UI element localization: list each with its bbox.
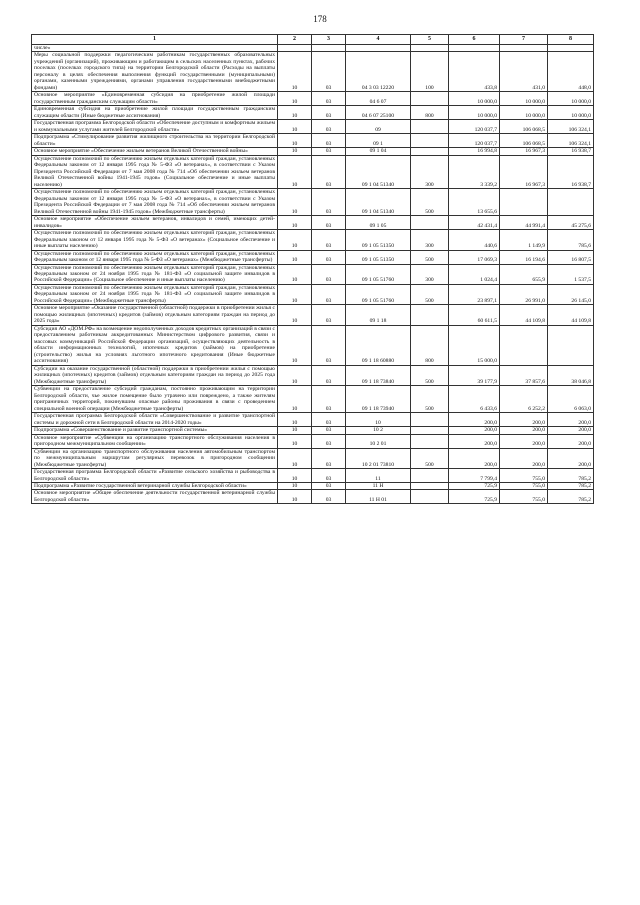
row-amount-year-2: 655,9 bbox=[500, 264, 548, 284]
row-amount-year-1: 725,9 bbox=[449, 483, 500, 490]
row-amount-year-3: 10 000,0 bbox=[548, 106, 594, 120]
row-amount-year-3: 6 063,0 bbox=[548, 386, 594, 413]
row-amount-year-2: 44 991,4 bbox=[500, 216, 548, 230]
row-section: 10 bbox=[278, 413, 312, 427]
row-section bbox=[278, 45, 312, 52]
row-description: Субсидии на оказание государственной (областной) поддержки в приобретении жилья с помощью жилищных (ипотечных) кредитов (займов) отдельным категориям граждан на период до 2025 года (Межбюджетные трансферты) bbox=[32, 365, 278, 385]
row-amount-year-2: 16 194,6 bbox=[500, 250, 548, 264]
row-amount-year-1: 15 000,0 bbox=[449, 325, 500, 365]
row-section: 10 bbox=[278, 434, 312, 448]
row-section: 10 bbox=[278, 250, 312, 264]
row-amount-year-3 bbox=[548, 189, 594, 216]
row-subsection: 03 bbox=[312, 134, 346, 148]
row-amount-year-3: 785,6 bbox=[548, 230, 594, 250]
row-amount-year-3: 200,0 bbox=[548, 427, 594, 434]
row-amount-year-2: 200,0 bbox=[500, 413, 548, 427]
row-amount-year-2: 755,0 bbox=[500, 469, 548, 483]
row-target-article: 09 1 18 60880 bbox=[346, 325, 411, 365]
row-target-article: 04 6 07 bbox=[346, 92, 411, 106]
row-target-article: 09 1 05 51760 bbox=[346, 264, 411, 284]
row-amount-year-3: 1 537,5 bbox=[548, 264, 594, 284]
row-expense-type: 500 bbox=[411, 386, 449, 413]
row-description: Основное мероприятие «Единовременная субсидия на приобретение жилой площади государственным гражданским служащим области» bbox=[32, 92, 278, 106]
row-description: Осуществление полномочий по обеспечению жильем отдельных категорий граждан, установленных Федеральным законом от 12 января 1995 года № 5-ФЗ «О ветеранах», в соответствии с Указом Президента Российской Федерации от 7 мая 2008 года № 714 «Об обеспечении жильем ветеранов Великой Отечественной войны 1941-1945 годов» (Межбюджетные трансферты) bbox=[32, 189, 278, 216]
row-expense-type bbox=[411, 305, 449, 325]
row-amount-year-3: 785,2 bbox=[548, 490, 594, 504]
table-row bbox=[32, 250, 594, 264]
column-header-2: 2 bbox=[278, 35, 312, 45]
row-section: 10 bbox=[278, 305, 312, 325]
row-subsection: 03 bbox=[312, 120, 346, 134]
table-row bbox=[32, 189, 594, 216]
row-subsection: 03 bbox=[312, 469, 346, 483]
row-target-article: 10 2 01 73810 bbox=[346, 448, 411, 468]
table-row bbox=[32, 106, 594, 120]
row-amount-year-2: 10 000,0 bbox=[500, 92, 548, 106]
row-target-article: 09 1 05 51350 bbox=[346, 250, 411, 264]
row-amount-year-1: 17 069,3 bbox=[449, 250, 500, 264]
row-amount-year-1: 200,0 bbox=[449, 448, 500, 468]
row-description: Осуществление полномочий по обеспечению жильем отдельных категорий граждан, установленных Федеральным законом от 24 ноября 1995 года № 181-ФЗ «О социальной защите инвалидов в Российской Федерации» (Социальное обеспечение и иные выплаты населению) bbox=[32, 264, 278, 284]
row-subsection: 03 bbox=[312, 230, 346, 250]
table-row bbox=[32, 490, 594, 504]
row-amount-year-2: 6 252,2 bbox=[500, 386, 548, 413]
row-amount-year-2: 106 068,5 bbox=[500, 134, 548, 148]
header-row bbox=[32, 35, 594, 45]
row-amount-year-1: 16 994,8 bbox=[449, 148, 500, 155]
row-subsection: 03 bbox=[312, 386, 346, 413]
column-header-6: 6 bbox=[449, 35, 500, 45]
row-section: 10 bbox=[278, 365, 312, 385]
row-expense-type: 800 bbox=[411, 106, 449, 120]
row-subsection: 03 bbox=[312, 216, 346, 230]
row-amount-year-1: 23 897,1 bbox=[449, 284, 500, 304]
row-amount-year-2: 16 967,3 bbox=[500, 148, 548, 155]
row-description: Меры социальной поддержки педагогическим работникам государственных образовательных учреждений (организаций), проживающим и работающим в сельских населенных пунктах, рабочих поселках (поселках городского типа) на территории Белгородской области (Расходы на выплаты персоналу в целях обеспечения выполнения функций государственными (муниципальными) органами, казенными учреждениями, органами управления государственными внебюджетными фондами) bbox=[32, 52, 278, 92]
column-header-3: 3 bbox=[312, 35, 346, 45]
row-expense-type: 500 bbox=[411, 284, 449, 304]
row-amount-year-1: 1 024,4 bbox=[449, 264, 500, 284]
table-row bbox=[32, 448, 594, 468]
row-subsection: 03 bbox=[312, 92, 346, 106]
row-description: Основное мероприятие «Обеспечение жильем ветеранов Великой Отечественной войны» bbox=[32, 148, 278, 155]
row-amount-year-2: 200,0 bbox=[500, 427, 548, 434]
table-row bbox=[32, 155, 594, 188]
row-subsection: 03 bbox=[312, 250, 346, 264]
row-description: Подпрограмма «Развитие государственной ветеринарной службы Белгородской области» bbox=[32, 483, 278, 490]
table-row bbox=[32, 413, 594, 427]
row-amount-year-3: 785,2 bbox=[548, 469, 594, 483]
column-header-1: 1 bbox=[32, 35, 278, 45]
row-amount-year-2 bbox=[500, 45, 548, 52]
row-description: Единовременная субсидия на приобретение жилой площади государственным гражданским служащим области (Иные бюджетные ассигнования) bbox=[32, 106, 278, 120]
row-section: 10 bbox=[278, 189, 312, 216]
row-amount-year-3: 448,0 bbox=[548, 52, 594, 92]
row-section: 10 bbox=[278, 490, 312, 504]
row-amount-year-2: 37 857,6 bbox=[500, 365, 548, 385]
page-number: 178 bbox=[313, 14, 327, 24]
table-row bbox=[32, 469, 594, 483]
row-amount-year-3: 10 000,0 bbox=[548, 92, 594, 106]
row-expense-type: 300 bbox=[411, 155, 449, 188]
row-target-article: 04 3 03 12220 bbox=[346, 52, 411, 92]
table-row bbox=[32, 427, 594, 434]
row-section: 10 bbox=[278, 134, 312, 148]
row-description: Основное мероприятие «Общее обеспечение деятельности государственной ветеринарной службы Белгородской области» bbox=[32, 490, 278, 504]
row-target-article: 09 1 04 bbox=[346, 148, 411, 155]
row-expense-type bbox=[411, 413, 449, 427]
row-expense-type: 100 bbox=[411, 52, 449, 92]
row-amount-year-1: 725,9 bbox=[449, 490, 500, 504]
row-subsection: 03 bbox=[312, 448, 346, 468]
row-description: Государственная программа Белгородской области «Развитие сельского хозяйства и рыбоводства в Белгородской области» bbox=[32, 469, 278, 483]
row-expense-type bbox=[411, 120, 449, 134]
row-description: Основное мероприятие «Обеспечение жильем ветеранов, инвалидов и семей, имеющих детей-инвалидов» bbox=[32, 216, 278, 230]
row-subsection: 03 bbox=[312, 148, 346, 155]
row-section: 10 bbox=[278, 52, 312, 92]
row-expense-type bbox=[411, 148, 449, 155]
row-amount-year-2: 16 967,3 bbox=[500, 155, 548, 188]
row-amount-year-1: 120 037,7 bbox=[449, 120, 500, 134]
row-amount-year-1: 13 655,6 bbox=[449, 189, 500, 216]
row-amount-year-1: 433,8 bbox=[449, 52, 500, 92]
row-section: 10 bbox=[278, 106, 312, 120]
row-expense-type: 500 bbox=[411, 189, 449, 216]
row-amount-year-1: 200,0 bbox=[449, 413, 500, 427]
row-description: Субвенции на организацию транспортного обслуживания населения автомобильным транспортом по межмуниципальным маршрутам регулярных перевозок в пригородном сообщении (Межбюджетные трансферты) bbox=[32, 448, 278, 468]
row-expense-type bbox=[411, 490, 449, 504]
row-expense-type bbox=[411, 216, 449, 230]
table-header bbox=[32, 35, 594, 45]
row-amount-year-3: 44 109,8 bbox=[548, 305, 594, 325]
row-amount-year-1: 60 611,5 bbox=[449, 305, 500, 325]
row-amount-year-1: 7 799,4 bbox=[449, 469, 500, 483]
table-row bbox=[32, 45, 594, 52]
row-description: Осуществление полномочий по обеспечению жильем отдельных категорий граждан, установленных Федеральным законом от 12 января 1995 года № 5-ФЗ «О ветеранах», в соответствии с Указом Президента Российской Федерации от 7 мая 2008 года № 714 «Об обеспечении жильем ветеранов Великой Отечественной войны 1941-1945 годов» (Социальное обеспечение и иные выплаты населению) bbox=[32, 155, 278, 188]
row-subsection: 03 bbox=[312, 284, 346, 304]
row-description: Основное мероприятие «Оказание государственной (областной) поддержки в приобретении жилья с помощью жилищных (ипотечных) кредитов (займов) отдельным категориям граждан на период до 2025 года» bbox=[32, 305, 278, 325]
table-row bbox=[32, 305, 594, 325]
row-target-article: 09 bbox=[346, 120, 411, 134]
row-description: Осуществление полномочий по обеспечению жильем отдельных категорий граждан, установленных Федеральным законом от 12 января 1995 года № 5-ФЗ «О ветеранах» (Социальное обеспечение и иные выплаты населению) bbox=[32, 230, 278, 250]
table-row bbox=[32, 386, 594, 413]
table-row bbox=[32, 284, 594, 304]
budget-table bbox=[31, 34, 594, 504]
row-expense-type bbox=[411, 134, 449, 148]
row-section: 10 bbox=[278, 216, 312, 230]
row-section: 10 bbox=[278, 148, 312, 155]
row-amount-year-1 bbox=[449, 45, 500, 52]
row-expense-type: 800 bbox=[411, 325, 449, 365]
row-target-article: 09 1 18 bbox=[346, 305, 411, 325]
table-row bbox=[32, 148, 594, 155]
row-section: 10 bbox=[278, 284, 312, 304]
row-section: 10 bbox=[278, 264, 312, 284]
row-description: Субвенции на предоставление субсидий гражданам, постоянно проживающим на территории Белгородской области, чье жилое помещение было утрачено или повреждено, а также жителям приграничных территорий, покинувшим опасные районы проживания в связи с проведением специальной военной операции (Межбюджетные трансферты) bbox=[32, 386, 278, 413]
row-amount-year-3: 16 938,7 bbox=[548, 148, 594, 155]
row-amount-year-1: 200,0 bbox=[449, 427, 500, 434]
row-amount-year-2: 44 109,8 bbox=[500, 305, 548, 325]
row-description: Подпрограмма «Стимулирование развития жилищного строительства на территории Белгородской области» bbox=[32, 134, 278, 148]
row-subsection: 03 bbox=[312, 106, 346, 120]
row-description: Осуществление полномочий по обеспечению жильем отдельных категорий граждан, установленных Федеральным законом от 12 января 1995 года № 5-ФЗ «О ветеранах» (Межбюджетные трансферты) bbox=[32, 250, 278, 264]
row-amount-year-1: 39 177,9 bbox=[449, 365, 500, 385]
row-target-article: 11 bbox=[346, 469, 411, 483]
row-amount-year-3 bbox=[548, 45, 594, 52]
row-target-article: 09 1 18 73840 bbox=[346, 365, 411, 385]
row-amount-year-1: 42 431,4 bbox=[449, 216, 500, 230]
table-row bbox=[32, 483, 594, 490]
row-subsection: 03 bbox=[312, 189, 346, 216]
row-amount-year-1: 10 000,0 bbox=[449, 106, 500, 120]
row-subsection: 03 bbox=[312, 52, 346, 92]
row-target-article: 09 1 05 51350 bbox=[346, 230, 411, 250]
row-amount-year-1: 3 339,2 bbox=[449, 155, 500, 188]
row-subsection: 03 bbox=[312, 483, 346, 490]
row-expense-type bbox=[411, 45, 449, 52]
table-row bbox=[32, 365, 594, 385]
row-description: числе» bbox=[32, 45, 278, 52]
row-section: 10 bbox=[278, 325, 312, 365]
row-subsection: 03 bbox=[312, 305, 346, 325]
row-target-article: 11 Н bbox=[346, 483, 411, 490]
row-subsection: 03 bbox=[312, 264, 346, 284]
table-row bbox=[32, 230, 594, 250]
row-description: Подпрограмма «Совершенствование и развитие транспортной системы» bbox=[32, 427, 278, 434]
row-amount-year-1: 10 000,0 bbox=[449, 92, 500, 106]
row-section: 10 bbox=[278, 386, 312, 413]
row-subsection: 03 bbox=[312, 427, 346, 434]
row-amount-year-2: 200,0 bbox=[500, 448, 548, 468]
row-section: 10 bbox=[278, 483, 312, 490]
row-amount-year-2: 10 000,0 bbox=[500, 106, 548, 120]
table-row bbox=[32, 434, 594, 448]
table-row bbox=[32, 120, 594, 134]
row-target-article: 09 1 18 73940 bbox=[346, 386, 411, 413]
row-section: 10 bbox=[278, 92, 312, 106]
column-header-5: 5 bbox=[411, 35, 449, 45]
row-target-article: 09 1 05 bbox=[346, 216, 411, 230]
row-amount-year-2: 26 991,0 bbox=[500, 284, 548, 304]
row-subsection: 03 bbox=[312, 434, 346, 448]
table-row bbox=[32, 325, 594, 365]
row-amount-year-3: 106 324,1 bbox=[548, 134, 594, 148]
row-target-article: 04 6 07 25100 bbox=[346, 106, 411, 120]
row-amount-year-2: 755,0 bbox=[500, 483, 548, 490]
row-target-article: 10 2 01 bbox=[346, 434, 411, 448]
row-subsection: 03 bbox=[312, 155, 346, 188]
table-row bbox=[32, 264, 594, 284]
row-amount-year-1: 6 433,6 bbox=[449, 386, 500, 413]
row-expense-type: 300 bbox=[411, 230, 449, 250]
row-description: Субсидия АО «ДОМ.РФ» на возмещение недополученных доходов кредитных организаций в связи с предоставлением работникам аккредитованных Министерством цифрового развития, связи и массовых коммуникаций Российской Федерации организаций, осуществляющих деятельность в области информационных технологий, ипотечных кредитов (займов) на приобретение (строительство) жилья на условиях льготного ипотечного кредитования (Иные бюджетные ассигнования) bbox=[32, 325, 278, 365]
row-amount-year-2: 431,0 bbox=[500, 52, 548, 92]
row-amount-year-2 bbox=[500, 325, 548, 365]
column-header-4: 4 bbox=[346, 35, 411, 45]
row-amount-year-3: 200,0 bbox=[548, 448, 594, 468]
row-expense-type: 500 bbox=[411, 448, 449, 468]
table-row bbox=[32, 134, 594, 148]
row-amount-year-2: 200,0 bbox=[500, 434, 548, 448]
row-amount-year-3: 200,0 bbox=[548, 434, 594, 448]
table-row bbox=[32, 216, 594, 230]
row-description: Государственная программа Белгородской области «Совершенствование и развитие транспортной системы и дорожной сети в Белгородской области на 2014-2020 годы» bbox=[32, 413, 278, 427]
table-row bbox=[32, 52, 594, 92]
row-amount-year-2: 1 149,9 bbox=[500, 230, 548, 250]
table-row bbox=[32, 92, 594, 106]
row-amount-year-1: 200,0 bbox=[449, 434, 500, 448]
row-expense-type bbox=[411, 92, 449, 106]
row-target-article: 09 1 04 51340 bbox=[346, 189, 411, 216]
row-amount-year-2 bbox=[500, 189, 548, 216]
row-expense-type bbox=[411, 469, 449, 483]
row-description: Государственная программа Белгородской области «Обеспечение доступным и комфортным жильем и коммунальными услугами жителей Белгородской области» bbox=[32, 120, 278, 134]
row-expense-type: 300 bbox=[411, 264, 449, 284]
table-body bbox=[32, 45, 594, 504]
row-expense-type: 500 bbox=[411, 365, 449, 385]
row-amount-year-1: 440,6 bbox=[449, 230, 500, 250]
row-target-article: 09 1 05 51760 bbox=[346, 284, 411, 304]
row-expense-type bbox=[411, 434, 449, 448]
column-header-7: 7 bbox=[500, 35, 548, 45]
row-description: Осуществление полномочий по обеспечению жильем отдельных категорий граждан, установленных Федеральным законом от 24 ноября 1995 года № 181-ФЗ «О социальной защите инвалидов в Российской Федерации» (Межбюджетные трансферты) bbox=[32, 284, 278, 304]
row-amount-year-3 bbox=[548, 325, 594, 365]
row-section: 10 bbox=[278, 230, 312, 250]
row-subsection: 03 bbox=[312, 490, 346, 504]
row-subsection: 03 bbox=[312, 413, 346, 427]
row-target-article: 10 bbox=[346, 413, 411, 427]
row-amount-year-3: 785,2 bbox=[548, 483, 594, 490]
row-section: 10 bbox=[278, 469, 312, 483]
row-section: 10 bbox=[278, 448, 312, 468]
row-description: Основное мероприятие «Субвенции на организацию транспортного обслуживания населения в пригородном межмуниципальном сообщении» bbox=[32, 434, 278, 448]
row-amount-year-3: 106 324,1 bbox=[548, 120, 594, 134]
row-amount-year-3: 26 145,0 bbox=[548, 284, 594, 304]
row-section: 10 bbox=[278, 120, 312, 134]
row-subsection bbox=[312, 45, 346, 52]
row-subsection: 03 bbox=[312, 365, 346, 385]
row-amount-year-2: 106 068,5 bbox=[500, 120, 548, 134]
row-target-article: 10 2 bbox=[346, 427, 411, 434]
row-amount-year-3: 200,0 bbox=[548, 413, 594, 427]
row-section: 10 bbox=[278, 155, 312, 188]
row-target-article bbox=[346, 45, 411, 52]
row-amount-year-3: 16 807,5 bbox=[548, 250, 594, 264]
row-amount-year-1: 120 037,7 bbox=[449, 134, 500, 148]
row-amount-year-3: 16 938,7 bbox=[548, 155, 594, 188]
row-target-article: 11 Н 01 bbox=[346, 490, 411, 504]
row-expense-type bbox=[411, 483, 449, 490]
row-amount-year-3: 45 275,6 bbox=[548, 216, 594, 230]
row-subsection: 03 bbox=[312, 325, 346, 365]
row-amount-year-2: 755,0 bbox=[500, 490, 548, 504]
row-amount-year-3: 38 046,8 bbox=[548, 365, 594, 385]
row-expense-type bbox=[411, 427, 449, 434]
row-expense-type: 500 bbox=[411, 250, 449, 264]
row-target-article: 09 1 bbox=[346, 134, 411, 148]
column-header-8: 8 bbox=[548, 35, 594, 45]
row-section: 10 bbox=[278, 427, 312, 434]
row-target-article: 09 1 04 51340 bbox=[346, 155, 411, 188]
